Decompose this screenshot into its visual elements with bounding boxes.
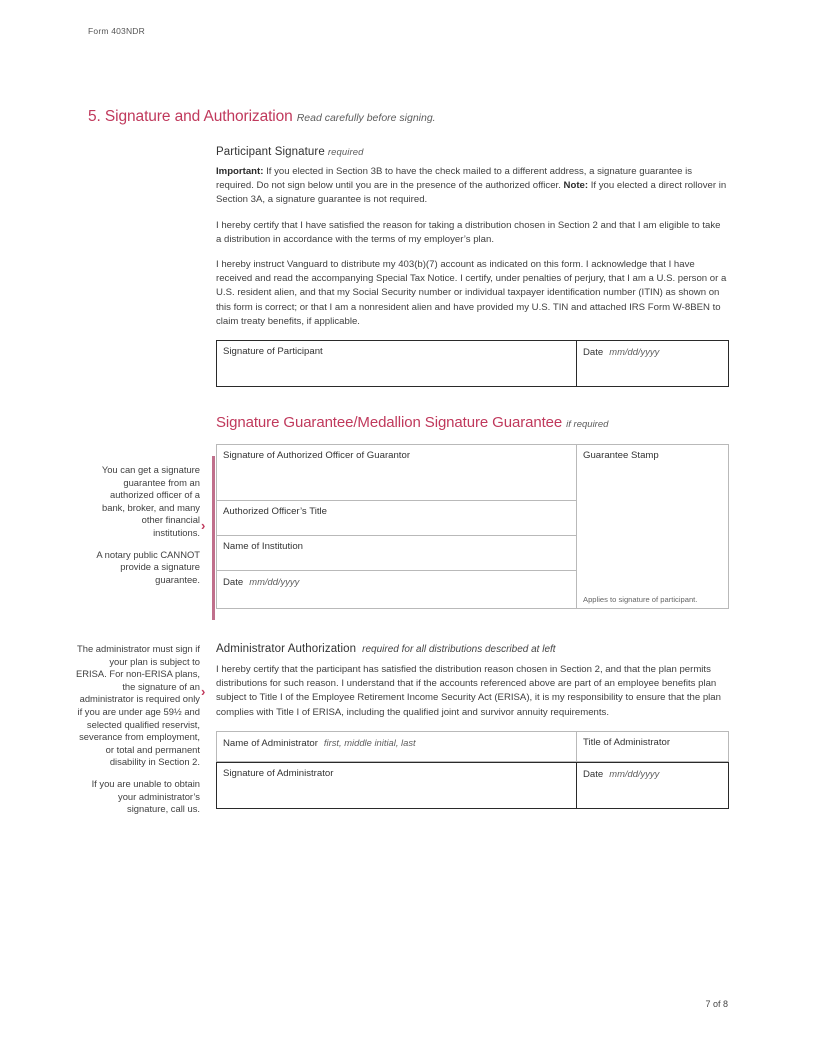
administrator-signature-label: Signature of Administrator	[223, 767, 334, 779]
section-title: 5. Signature and Authorization	[88, 108, 293, 125]
administrator-name-hint: first, middle initial, last	[323, 736, 416, 748]
administrator-title-label: Title of Administrator	[583, 736, 671, 748]
administrator-paragraph: I hereby certify that the participant has satisfied the distribution reason chosen in Section 2, and that the plan permits distributions for such reason. I understand that if the accounts referenced above are part of an employee benefits plan subject to Title I of the Employee Retirement Income Security Act (ERISA), it is my responsibility to ensure that the plan complies with Title I of ERISA, including the qualified joint and survivor annuity requirements.	[216, 664, 721, 718]
guarantor-institution-label: Name of Institution	[223, 541, 303, 553]
table-row	[217, 341, 729, 387]
margin-note-administrator	[76, 643, 200, 816]
certification-paragraph-1: I hereby certify that I have satisfied the reason for taking a distribution chosen in Section 2 and that I am eligible to take a distribution in accordance with the terms of my employer’s plan.	[216, 219, 721, 245]
main-content	[216, 146, 728, 809]
administrator-signature-field[interactable]	[217, 762, 577, 808]
note-label: Note:	[563, 180, 589, 192]
table-row	[217, 762, 729, 808]
important-text-1: If you elected in Section 3B to have the check mailed to a different address, a signature guarantee is required. Do not sign below until you are in the presence of the authorized officer.	[216, 166, 693, 192]
section-subtitle: Read carefully before signing.	[296, 112, 436, 124]
section-heading	[88, 108, 436, 126]
table-row	[217, 731, 729, 761]
guarantee-if-required-note: if required	[566, 419, 609, 431]
administrator-name-table	[216, 731, 729, 762]
participant-date-label: Date	[583, 347, 604, 359]
guarantee-heading	[216, 414, 728, 432]
administrator-name-label: Name of Administrator	[223, 737, 318, 749]
margin-note-admin-p2: If you are unable to obtain your administrator’s signature, call us.	[91, 777, 200, 815]
administrator-signature-table	[216, 762, 729, 809]
guarantor-date-hint: mm/dd/yyyy	[249, 576, 300, 588]
guarantee-stamp-label: Guarantee Stamp	[583, 450, 659, 462]
important-text-2: If you elected a direct rollover in Section 3A, a signature guarantee is not required.	[216, 180, 727, 206]
administrator-title-field[interactable]	[577, 731, 729, 761]
guarantor-officer-signature-field[interactable]	[217, 445, 577, 501]
administrator-name-field[interactable]	[217, 731, 577, 761]
administrator-date-label: Date	[583, 768, 604, 780]
important-label: Important:	[216, 166, 264, 177]
guarantor-officer-title-label: Authorized Officer’s Title	[223, 506, 327, 518]
participant-signature-heading	[216, 146, 728, 158]
form-code: Form 403NDR	[88, 26, 145, 36]
guarantor-officer-signature-label: Signature of Authorized Officer of Guarantor	[223, 450, 411, 462]
participant-signature-label: Signature of Participant	[223, 346, 323, 358]
participant-date-hint: mm/dd/yyyy	[609, 346, 660, 358]
certification-paragraph-2: I hereby instruct Vanguard to distribute my 403(b)(7) account as indicated on this form. I acknowledge that I have received and read the accompanying Special Tax Notice. I certify, under penalties of perjury, that I am a U.S. person or a U.S. resident alien, and that my Social Security number or individual taxpayer identification number (ITIN) as shown on this form is correct; or that I am a nonresident alien and have provided my U.S. TIN and attached IRS Form W-8BEN to claim treaty benefits, if applicable.	[216, 259, 727, 327]
guarantee-table	[216, 444, 729, 609]
guarantee-stamp-field[interactable]	[577, 445, 729, 609]
participant-signature-title: Participant Signature	[216, 146, 325, 158]
margin-note-guarantee	[96, 464, 200, 586]
participant-signature-table	[216, 340, 729, 387]
administrator-required-note: required for all distributions described at left	[362, 644, 556, 656]
participant-signature-field[interactable]	[217, 341, 577, 387]
accent-bar	[212, 456, 215, 620]
administrator-title: Administrator Authorization	[216, 643, 357, 656]
margin-note-guarantee-p2: A notary public CANNOT provide a signature guarantee.	[96, 548, 200, 585]
margin-note-guarantee-p1: You can get a signature guarantee from an authorized officer of a bank, broker, and many other financial institutions.	[101, 464, 200, 538]
participant-signature-required-note: required	[327, 147, 364, 158]
guarantee-title: Signature Guarantee/Medallion Signature Guarantee	[216, 414, 563, 432]
guarantor-institution-field[interactable]	[217, 536, 577, 571]
guarantor-officer-title-field[interactable]	[217, 501, 577, 536]
administrator-date-field[interactable]	[577, 762, 729, 808]
guarantee-stamp-note: Applies to signature of participant.	[583, 595, 698, 605]
guarantor-date-field[interactable]	[217, 571, 577, 609]
important-paragraph	[216, 165, 728, 208]
arrow-right-icon: ›	[201, 518, 206, 533]
participant-date-field[interactable]	[577, 341, 729, 387]
margin-note-admin-p1: The administrator must sign if your plan is subject to ERISA. For non-ERISA plans, the signature of an administrator is required only if you are under age 59½ and selected qualified reservist, severance from employment, or total and permanent disability in Section 2.	[76, 643, 201, 768]
guarantor-date-label: Date	[223, 577, 244, 589]
table-row	[217, 445, 729, 501]
page-footer: 7 of 8	[705, 999, 728, 1009]
arrow-right-icon: ›	[201, 684, 206, 699]
administrator-date-hint: mm/dd/yyyy	[609, 767, 660, 779]
administrator-heading	[216, 639, 728, 657]
